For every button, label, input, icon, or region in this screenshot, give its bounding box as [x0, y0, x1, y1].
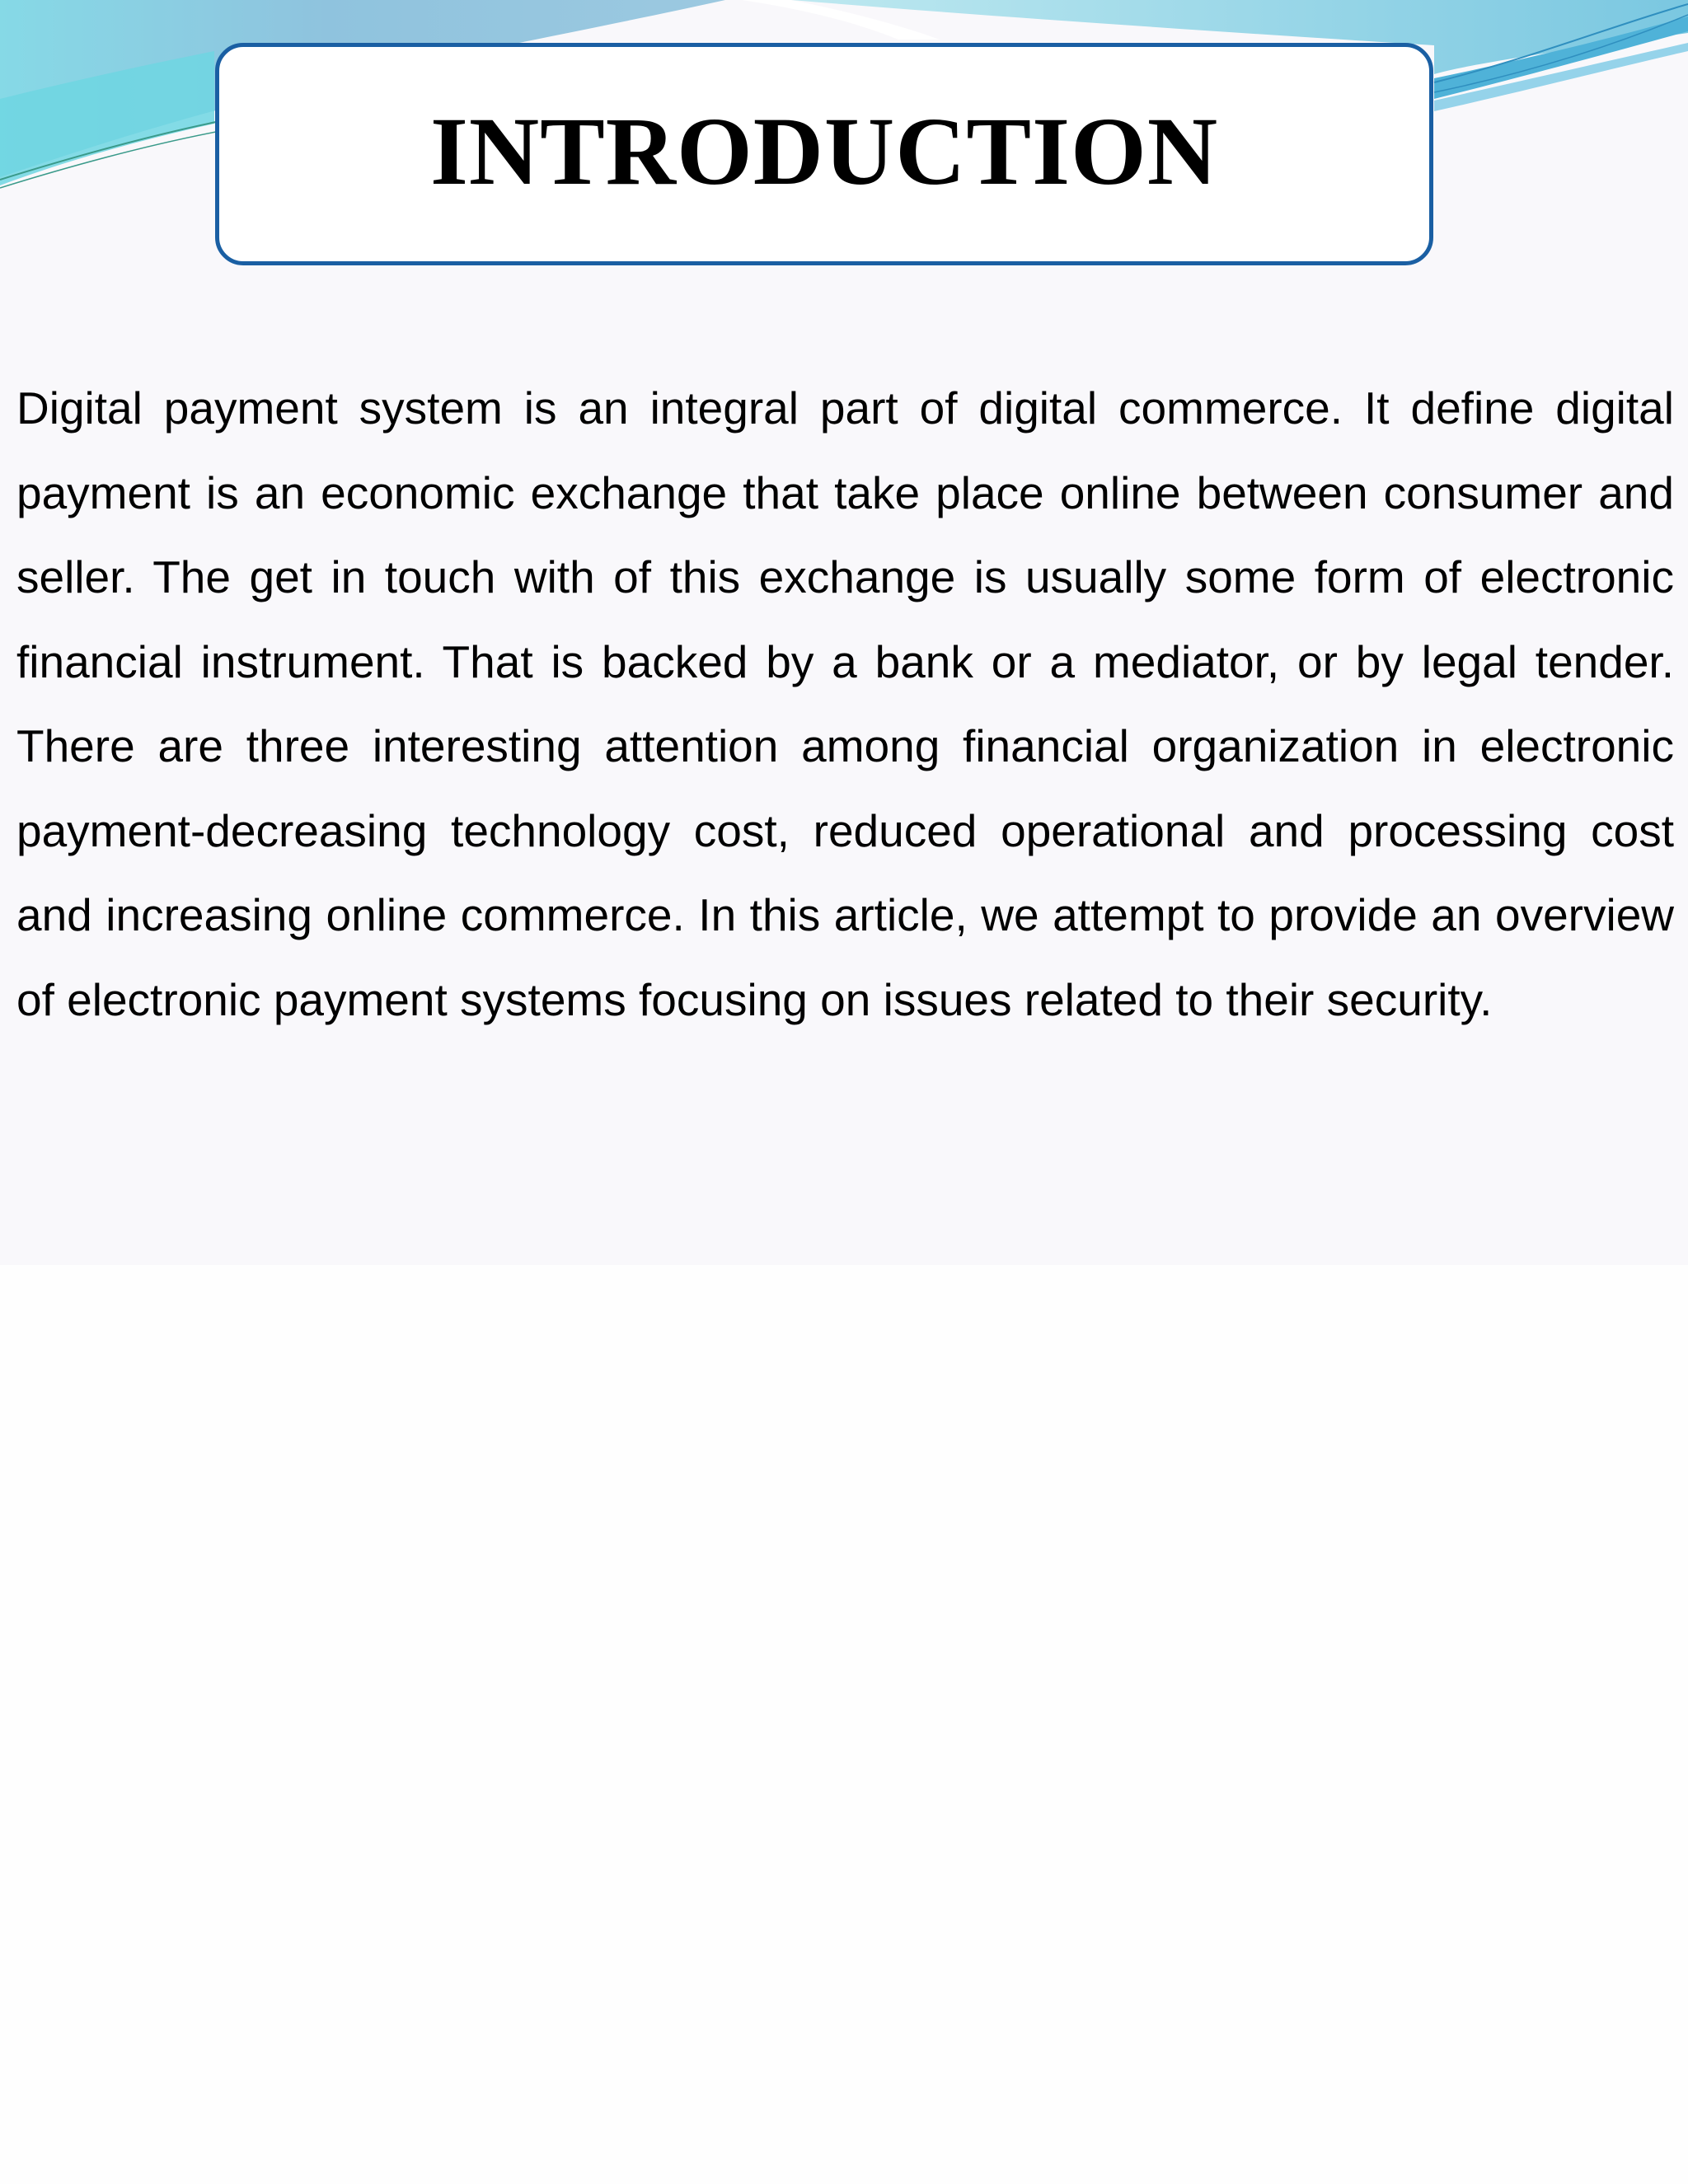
slide-title: INTRODUCTION	[429, 97, 1219, 205]
introduction-paragraph: Digital payment system is an integral part of digital commerce. It define digital payment is an economic exchange that take place online between consumer and seller. The get in touch with of this exchange is usually some form of electronic financial instrument. That is backed by a bank or a mediator, or by legal tender. There are three interesting attention among financial organization in electronic payment-decreasing technology cost, reduced operational and processing cost and increasing online commerce. In this article, we attempt to provide an overview of electronic payment systems focusing on issues related to their security.	[16, 382, 1674, 1025]
title-box	[215, 43, 1433, 265]
